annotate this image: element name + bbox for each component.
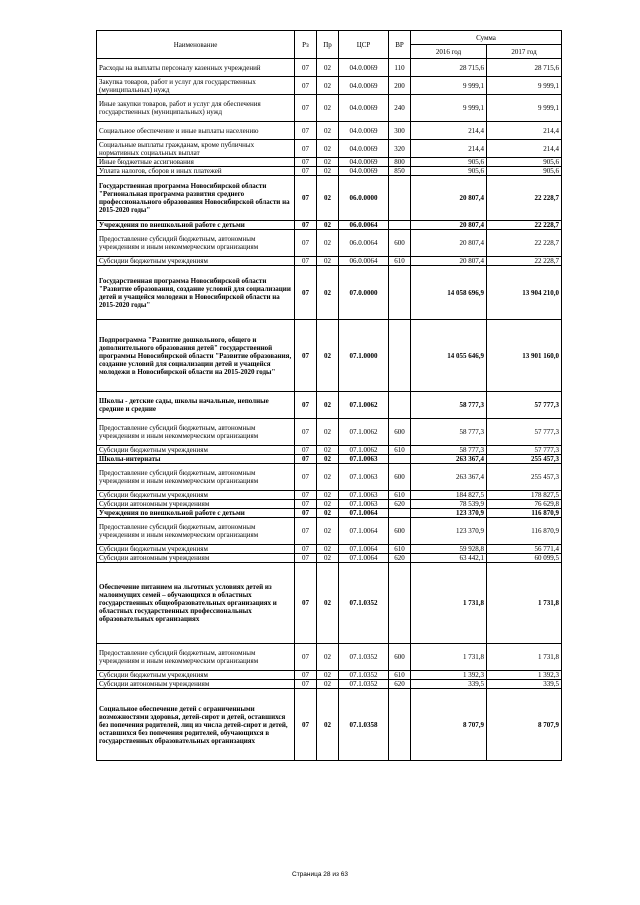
table-row (97, 509, 562, 518)
table-cell-pr: 02 (317, 680, 339, 689)
table-cell-vr: 610 (389, 491, 411, 500)
table-cell-vr (389, 689, 411, 761)
table-cell-pr: 02 (317, 230, 339, 257)
table-cell-sum-2017: 9 999,1 (487, 77, 562, 95)
table-cell-sum-2017: 22 228,7 (487, 257, 562, 266)
table-cell-rz: 07 (295, 140, 317, 158)
table-cell-sum-2016: 1 392,3 (411, 671, 487, 680)
col-header-2017: 2017 год (487, 45, 562, 59)
table-cell-sum-2016: 20 807,4 (411, 221, 487, 230)
table-cell-sum-2017: 214,4 (487, 140, 562, 158)
table-cell-rz: 07 (295, 230, 317, 257)
table-row (97, 77, 562, 95)
table-row (97, 122, 562, 140)
table-cell-name: Предоставление субсидий бюджетным, автономным учреждениям и иным некоммерческим организациям (97, 230, 295, 257)
table-cell-rz: 07 (295, 689, 317, 761)
table-cell-sum-2017: 57 777,3 (487, 446, 562, 455)
table-cell-name: Учреждения по внешкольной работе с детьми (97, 221, 295, 230)
table-cell-pr: 02 (317, 500, 339, 509)
table-cell-sum-2016: 63 442,1 (411, 554, 487, 563)
table-cell-pr: 02 (317, 491, 339, 500)
table-cell-csr: 07.1.0062 (339, 419, 389, 446)
table-cell-rz: 07 (295, 671, 317, 680)
table-row (97, 140, 562, 158)
table-row (97, 500, 562, 509)
table-cell-name: Субсидии бюджетным учреждениям (97, 491, 295, 500)
table-cell-sum-2016: 1 731,8 (411, 563, 487, 644)
table-cell-rz: 07 (295, 680, 317, 689)
table-cell-rz: 07 (295, 446, 317, 455)
table-row (97, 644, 562, 671)
table-cell-pr: 02 (317, 77, 339, 95)
table-cell-csr: 06.0.0064 (339, 257, 389, 266)
table-cell-name: Субсидии бюджетным учреждениям (97, 257, 295, 266)
table-cell-pr: 02 (317, 266, 339, 320)
table-cell-rz: 07 (295, 221, 317, 230)
table-cell-vr: 240 (389, 95, 411, 122)
table-cell-vr: 300 (389, 122, 411, 140)
table-cell-vr (389, 455, 411, 464)
table-cell-vr: 850 (389, 167, 411, 176)
table-cell-vr: 200 (389, 77, 411, 95)
table-row (97, 464, 562, 491)
table-cell-name: Предоставление субсидий бюджетным, автономным учреждениям и иным некоммерческим организациям (97, 464, 295, 491)
table-cell-vr: 610 (389, 446, 411, 455)
table-cell-sum-2017: 1 731,8 (487, 644, 562, 671)
table-cell-sum-2016: 59 928,8 (411, 545, 487, 554)
table-cell-sum-2016: 58 777,3 (411, 446, 487, 455)
table-cell-csr: 04.0.0069 (339, 95, 389, 122)
table-cell-rz: 07 (295, 257, 317, 266)
table-cell-vr: 610 (389, 545, 411, 554)
table-cell-sum-2016: 20 807,4 (411, 176, 487, 221)
table-cell-sum-2017: 1 392,3 (487, 671, 562, 680)
table-row (97, 95, 562, 122)
table-cell-rz: 07 (295, 59, 317, 77)
table-row (97, 266, 562, 320)
table-cell-sum-2016: 263 367,4 (411, 455, 487, 464)
table-row (97, 491, 562, 500)
table-cell-name: Субсидии бюджетным учреждениям (97, 446, 295, 455)
table-row (97, 320, 562, 392)
table-cell-sum-2017: 1 731,8 (487, 563, 562, 644)
table-row (97, 167, 562, 176)
table-cell-name: Субсидии бюджетным учреждениям (97, 545, 295, 554)
table-cell-rz: 07 (295, 509, 317, 518)
table-cell-pr: 02 (317, 59, 339, 77)
table-cell-sum-2016: 8 707,9 (411, 689, 487, 761)
table-row (97, 257, 562, 266)
table-cell-name: Субсидии бюджетным учреждениям (97, 671, 295, 680)
table-cell-vr: 600 (389, 230, 411, 257)
table-cell-sum-2016: 28 715,6 (411, 59, 487, 77)
page-number: Страница 28 из 63 (292, 871, 348, 878)
table-cell-csr: 07.1.0064 (339, 554, 389, 563)
table-cell-csr: 07.1.0063 (339, 491, 389, 500)
table-cell-sum-2017: 905,6 (487, 167, 562, 176)
table-cell-vr: 600 (389, 518, 411, 545)
table-cell-name: Субсидии автономным учреждениям (97, 500, 295, 509)
table-cell-vr: 610 (389, 671, 411, 680)
table-cell-sum-2017: 116 870,9 (487, 509, 562, 518)
table-cell-sum-2017: 22 228,7 (487, 230, 562, 257)
table-cell-sum-2017: 255 457,3 (487, 455, 562, 464)
table-cell-pr: 02 (317, 221, 339, 230)
table-row (97, 455, 562, 464)
table-cell-csr: 07.1.0064 (339, 509, 389, 518)
table-cell-name: Уплата налогов, сборов и иных платежей (97, 167, 295, 176)
table-cell-pr: 02 (317, 167, 339, 176)
table-cell-name: Иные бюджетные ассигнования (97, 158, 295, 167)
table-cell-sum-2016: 214,4 (411, 140, 487, 158)
table-cell-csr: 04.0.0069 (339, 77, 389, 95)
col-header-vr: ВР (389, 31, 411, 59)
table-cell-rz: 07 (295, 455, 317, 464)
table-row (97, 176, 562, 221)
table-cell-pr: 02 (317, 518, 339, 545)
table-cell-vr: 620 (389, 554, 411, 563)
table-cell-csr: 07.1.0062 (339, 392, 389, 419)
table-row (97, 545, 562, 554)
table-cell-name: Социальное обеспечение и иные выплаты населению (97, 122, 295, 140)
table-cell-vr (389, 176, 411, 221)
table-cell-csr: 06.0.0000 (339, 176, 389, 221)
table-cell-rz: 07 (295, 563, 317, 644)
table-cell-vr: 610 (389, 257, 411, 266)
table-cell-rz: 07 (295, 176, 317, 221)
table-cell-pr: 02 (317, 563, 339, 644)
table-cell-pr: 02 (317, 140, 339, 158)
table-cell-sum-2016: 184 827,5 (411, 491, 487, 500)
table-cell-name: Расходы на выплаты персоналу казенных учреждений (97, 59, 295, 77)
table-cell-sum-2017: 60 099,5 (487, 554, 562, 563)
table-row (97, 221, 562, 230)
table-cell-sum-2017: 339,5 (487, 680, 562, 689)
table-cell-sum-2017: 178 827,5 (487, 491, 562, 500)
col-header-pr: Пр (317, 31, 339, 59)
table-cell-name: Предоставление субсидий бюджетным, автономным учреждениям и иным некоммерческим организациям (97, 518, 295, 545)
table-cell-vr (389, 221, 411, 230)
table-cell-pr: 02 (317, 671, 339, 680)
table-cell-csr: 07.1.0063 (339, 455, 389, 464)
table-cell-csr: 07.1.0063 (339, 500, 389, 509)
table-cell-vr: 620 (389, 500, 411, 509)
table-cell-csr: 04.0.0069 (339, 140, 389, 158)
table-cell-vr (389, 509, 411, 518)
table-cell-pr: 02 (317, 95, 339, 122)
table-cell-sum-2016: 20 807,4 (411, 257, 487, 266)
table-cell-pr: 02 (317, 158, 339, 167)
table-cell-csr: 04.0.0069 (339, 158, 389, 167)
table-cell-csr: 07.0.0000 (339, 266, 389, 320)
table-cell-csr: 07.1.0352 (339, 671, 389, 680)
table-cell-pr: 02 (317, 644, 339, 671)
table-cell-name: Государственная программа Новосибирской области "Региональная программа развития среднего профессионального образования Новосибирской области на 2015-2020 годы" (97, 176, 295, 221)
table-cell-sum-2017: 22 228,7 (487, 176, 562, 221)
table-cell-csr: 07.1.0064 (339, 545, 389, 554)
table-cell-sum-2016: 905,6 (411, 167, 487, 176)
table-cell-csr: 06.0.0064 (339, 221, 389, 230)
table-cell-sum-2016: 905,6 (411, 158, 487, 167)
table-row (97, 59, 562, 77)
table-cell-sum-2017: 76 629,8 (487, 500, 562, 509)
budget-table-body (97, 59, 562, 761)
table-row (97, 392, 562, 419)
table-cell-csr: 07.1.0352 (339, 563, 389, 644)
table-cell-rz: 07 (295, 320, 317, 392)
table-cell-sum-2017: 57 777,3 (487, 392, 562, 419)
table-cell-rz: 07 (295, 545, 317, 554)
table-cell-vr: 110 (389, 59, 411, 77)
table-cell-sum-2017: 214,4 (487, 122, 562, 140)
table-cell-csr: 06.0.0064 (339, 230, 389, 257)
table-cell-vr: 620 (389, 680, 411, 689)
table-cell-pr: 02 (317, 455, 339, 464)
table-cell-csr: 07.1.0063 (339, 464, 389, 491)
table-cell-sum-2017: 905,6 (487, 158, 562, 167)
table-cell-sum-2017: 9 999,1 (487, 95, 562, 122)
table-cell-rz: 07 (295, 392, 317, 419)
table-cell-pr: 02 (317, 554, 339, 563)
table-cell-sum-2017: 57 777,3 (487, 419, 562, 446)
table-cell-vr: 600 (389, 464, 411, 491)
table-cell-sum-2016: 1 731,8 (411, 644, 487, 671)
table-cell-sum-2016: 9 999,1 (411, 95, 487, 122)
table-cell-pr: 02 (317, 176, 339, 221)
table-cell-sum-2016: 14 055 646,9 (411, 320, 487, 392)
table-row (97, 446, 562, 455)
table-cell-sum-2016: 58 777,3 (411, 419, 487, 446)
col-header-sum: Сумма (411, 31, 562, 45)
table-cell-name: Обеспечение питанием на льготных условиях детей из малоимущих семей – обучающихся в областных государственных общеобразовательных организациях и областных государственных профессиональных образовательных организациях (97, 563, 295, 644)
table-cell-rz: 07 (295, 500, 317, 509)
col-header-csr: ЦСР (339, 31, 389, 59)
table-cell-sum-2016: 123 370,9 (411, 518, 487, 545)
table-cell-csr: 07.1.0352 (339, 680, 389, 689)
table-row (97, 554, 562, 563)
table-cell-sum-2016: 214,4 (411, 122, 487, 140)
table-cell-rz: 07 (295, 644, 317, 671)
col-header-2016: 2016 год (411, 45, 487, 59)
table-cell-pr: 02 (317, 392, 339, 419)
table-cell-vr: 320 (389, 140, 411, 158)
table-cell-rz: 07 (295, 491, 317, 500)
table-cell-csr: 07.1.0062 (339, 446, 389, 455)
table-row (97, 419, 562, 446)
table-cell-name: Субсидии автономным учреждениям (97, 680, 295, 689)
table-row (97, 689, 562, 761)
table-row (97, 518, 562, 545)
table-cell-name: Закупка товаров, работ и услуг для государственных (муниципальных) нужд (97, 77, 295, 95)
table-cell-rz: 07 (295, 95, 317, 122)
table-cell-pr: 02 (317, 122, 339, 140)
table-cell-name: Подпрограмма "Развитие дошкольного, общего и дополнительного образования детей" государственной программы Новосибирской области "Развитие образования, создание условий для социализации детей и учащейся молодежи в Новосибирской области на 2015-2020 годы" (97, 320, 295, 392)
table-cell-sum-2016: 78 539,9 (411, 500, 487, 509)
table-cell-csr: 07.1.0064 (339, 518, 389, 545)
table-cell-name: Школы - детские сады, школы начальные, неполные средние и средние (97, 392, 295, 419)
table-cell-rz: 07 (295, 464, 317, 491)
budget-table (96, 30, 562, 761)
table-cell-vr (389, 392, 411, 419)
table-cell-rz: 07 (295, 419, 317, 446)
table-cell-sum-2016: 20 807,4 (411, 230, 487, 257)
table-cell-sum-2016: 9 999,1 (411, 77, 487, 95)
table-cell-sum-2017: 8 707,9 (487, 689, 562, 761)
table-cell-sum-2017: 13 901 160,0 (487, 320, 562, 392)
table-cell-sum-2016: 263 367,4 (411, 464, 487, 491)
table-cell-vr (389, 563, 411, 644)
table-cell-rz: 07 (295, 266, 317, 320)
table-cell-pr: 02 (317, 419, 339, 446)
table-cell-sum-2016: 14 058 696,9 (411, 266, 487, 320)
table-cell-vr (389, 266, 411, 320)
table-cell-sum-2016: 123 370,9 (411, 509, 487, 518)
col-header-rz: Рз (295, 31, 317, 59)
table-cell-sum-2017: 13 904 210,0 (487, 266, 562, 320)
table-row (97, 563, 562, 644)
table-cell-rz: 07 (295, 167, 317, 176)
table-cell-rz: 07 (295, 554, 317, 563)
table-cell-pr: 02 (317, 320, 339, 392)
col-header-name: Наименование (97, 31, 295, 59)
table-cell-sum-2016: 339,5 (411, 680, 487, 689)
table-cell-sum-2017: 28 715,6 (487, 59, 562, 77)
table-cell-sum-2017: 22 228,7 (487, 221, 562, 230)
table-cell-name: Учреждения по внешкольной работе с детьми (97, 509, 295, 518)
table-cell-csr: 04.0.0069 (339, 122, 389, 140)
table-cell-pr: 02 (317, 464, 339, 491)
table-row (97, 230, 562, 257)
table-cell-rz: 07 (295, 518, 317, 545)
table-cell-csr: 07.1.0352 (339, 644, 389, 671)
table-cell-pr: 02 (317, 509, 339, 518)
table-cell-vr (389, 320, 411, 392)
table-row (97, 158, 562, 167)
table-cell-rz: 07 (295, 77, 317, 95)
table-cell-name: Школы-интернаты (97, 455, 295, 464)
table-cell-vr: 800 (389, 158, 411, 167)
table-cell-name: Социальные выплаты гражданам, кроме публичных нормативных социальных выплат (97, 140, 295, 158)
table-cell-sum-2017: 56 771,4 (487, 545, 562, 554)
table-cell-name: Социальное обеспечение детей с ограниченными возможностями здоровья, детей-сирот и детей, оставшихся без попечения родителей, лиц из числа детей-сирот и детей, оставшихся без попечения родителей, обучающихся в государственных образовательных организациях (97, 689, 295, 761)
table-cell-name: Иные закупки товаров, работ и услуг для обеспечения государственных (муниципальных) нужд (97, 95, 295, 122)
table-cell-csr: 07.1.0000 (339, 320, 389, 392)
table-cell-name: Субсидии автономным учреждениям (97, 554, 295, 563)
table-cell-vr: 600 (389, 419, 411, 446)
table-cell-pr: 02 (317, 689, 339, 761)
table-cell-vr: 600 (389, 644, 411, 671)
table-cell-rz: 07 (295, 158, 317, 167)
table-cell-csr: 07.1.0358 (339, 689, 389, 761)
table-cell-name: Государственная программа Новосибирской области "Развитие образования, создание условий для социализации детей и учащейся молодежи в Новосибирской области на 2015-2020 годы" (97, 266, 295, 320)
table-cell-pr: 02 (317, 545, 339, 554)
table-row (97, 680, 562, 689)
table-cell-csr: 04.0.0069 (339, 59, 389, 77)
table-cell-pr: 02 (317, 446, 339, 455)
table-cell-name: Предоставление субсидий бюджетным, автономным учреждениям и иным некоммерческим организациям (97, 419, 295, 446)
table-cell-rz: 07 (295, 122, 317, 140)
table-row (97, 671, 562, 680)
table-cell-pr: 02 (317, 257, 339, 266)
table-cell-sum-2017: 116 870,9 (487, 518, 562, 545)
table-cell-sum-2017: 255 457,3 (487, 464, 562, 491)
table-cell-name: Предоставление субсидий бюджетным, автономным учреждениям и иным некоммерческим организациям (97, 644, 295, 671)
table-cell-sum-2016: 58 777,3 (411, 392, 487, 419)
table-cell-csr: 04.0.0069 (339, 167, 389, 176)
